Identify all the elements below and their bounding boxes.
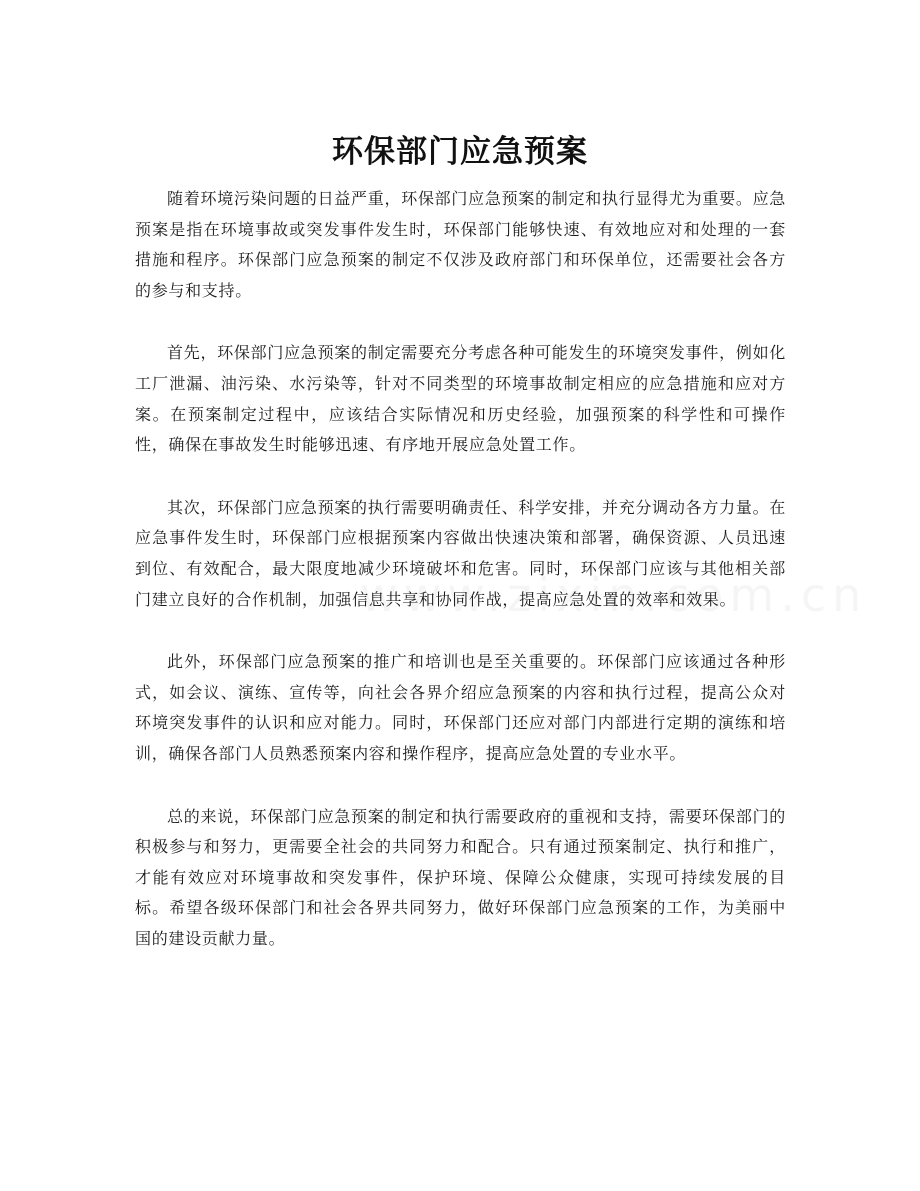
- document-body: [135, 184, 786, 986]
- paragraph-4: 此外，环保部门应急预案的推广和培训也是至关重要的。环保部门应该通过各种形式，如会议、演练、宣传等，向社会各界介绍应急预案的内容和执行过程，提高公众对环境突发事件的认识和应对能力。同时，环保部门还应对部门内部进行定期的演练和培训，确保各部门人员熟悉预案内容和操作程序，提高应急处置的专业水平。: [135, 652, 786, 763]
- paragraph-1: 随着环境污染问题的日益严重，环保部门应急预案的制定和执行显得尤为重要。应急预案是指在环境事故或突发事件发生时，环保部门能够快速、有效地应对和处理的一套措施和程序。环保部门应急预案的制定不仅涉及政府部门和环保单位，还需要社会各方的参与和支持。: [135, 189, 786, 300]
- paragraph-2: 首先，环保部门应急预案的制定需要充分考虑各种可能发生的环境突发事件，例如化工厂泄漏、油污染、水污染等，针对不同类型的环境事故制定相应的应急措施和应对方案。在预案制定过程中，应该结合实际情况和历史经验，加强预案的科学性和可操作性，确保在事故发生时能够迅速、有序地开展应急处置工作。: [135, 343, 786, 455]
- document-title: 环保部门应急预案: [332, 133, 588, 170]
- paragraph-5: 总的来说，环保部门应急预案的制定和执行需要政府的重视和支持，需要环保部门的积极参与和努力，更需要全社会的共同努力和配合。只有通过预案制定、执行和推广，才能有效应对环境事故和突发事件，保护环境、保障公众健康，实现可持续发展的目标。希望各级环保部门和社会各界共同努力，做好环保部门应急预案的工作，为美丽中国的建设贡献力量。: [135, 806, 786, 948]
- paragraph-3: 其次，环保部门应急预案的执行需要明确责任、科学安排，并充分调动各方力量。在应急事件发生时，环保部门应根据预案内容做出快速决策和部署，确保资源、人员迅速到位、有效配合，最大限度地减少环境破坏和危害。同时，环保部门应该与其他相关部门建立良好的合作机制，加强信息共享和协同作战，提高应急处置的效率和效果。: [135, 497, 786, 609]
